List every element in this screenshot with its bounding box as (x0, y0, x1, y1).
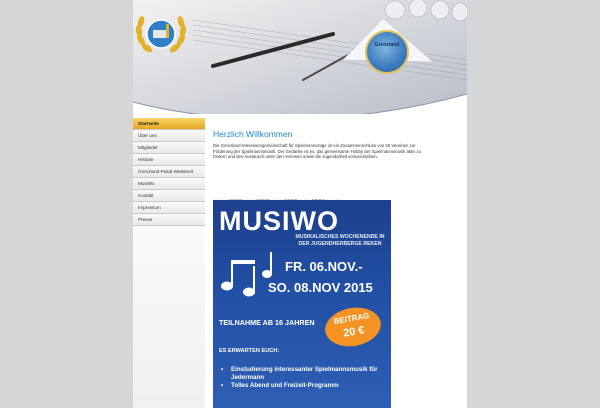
page-title: Herzlich Willkommen (213, 129, 293, 139)
music-notes-icon (213, 246, 283, 306)
nav-item-grenzland-pokal[interactable]: Grenzland-Pokal-Wettstreit (133, 166, 205, 178)
poster-title: MUSIWO (219, 206, 339, 236)
page-container (133, 0, 467, 408)
header-swoosh (133, 86, 467, 114)
poster-expect-heading: ES ERWARTEN EUCH: (219, 348, 280, 354)
badge-emblem-icon (365, 30, 409, 74)
nav-item-musiwo[interactable]: MusiWo (133, 178, 205, 190)
poster-date-start: FR. 06.NOV.- (285, 259, 363, 274)
list-item: • Tolles Abend und Freizeit-Programm (221, 382, 389, 390)
nav-item-kontakt[interactable]: Kontakt (133, 190, 205, 202)
list-item: • Einstudierung interessanter Spielmannsmusik für Jedermann (221, 366, 389, 382)
nav-item-impressum[interactable]: Impressum (133, 202, 205, 214)
poster-age-requirement: TEILNAHME AB 16 JAHREN (219, 318, 315, 327)
intro-text: Die Grenzland-Interessengemeinschaft für Spielmannszüge ist ein Zusammenschluss von 25 Vereinen zur Förderung der Spielmannsmusik. Der Gedanke ist es, das gemeinsame Hobby der Spielmannsmusik aktiv zu fördern und den Austausch unter den Vereinen sowie die Jugendarbeit voranzutreiben. (213, 143, 422, 160)
nav-item-ueber-uns[interactable]: Über uns (133, 130, 205, 142)
musiwo-poster[interactable] (213, 200, 391, 408)
badge-text: Grenzland (374, 42, 400, 48)
nav-item-startseite[interactable]: Startseite (133, 118, 205, 130)
header-banner (133, 0, 467, 114)
main-content (213, 118, 461, 408)
fee-value: 20 € (342, 324, 366, 340)
poster-bullet-list (221, 366, 389, 389)
fee-label: BEITRAG (333, 311, 371, 327)
poster-date-end: SO. 08.NOV 2015 (268, 280, 373, 295)
sidebar-nav (133, 118, 205, 408)
poster-subtitle: MUSIKALISCHES WOCHENENDE IN DER JUGENDHERBERGE REKEN (295, 234, 385, 247)
laurel-logo-icon[interactable] (133, 6, 189, 62)
nav-item-presse[interactable]: Presse (133, 214, 205, 226)
nav-item-historie[interactable]: Historie (133, 154, 205, 166)
nav-item-mitglieder[interactable]: Mitglieder (133, 142, 205, 154)
fee-badge (322, 303, 384, 350)
